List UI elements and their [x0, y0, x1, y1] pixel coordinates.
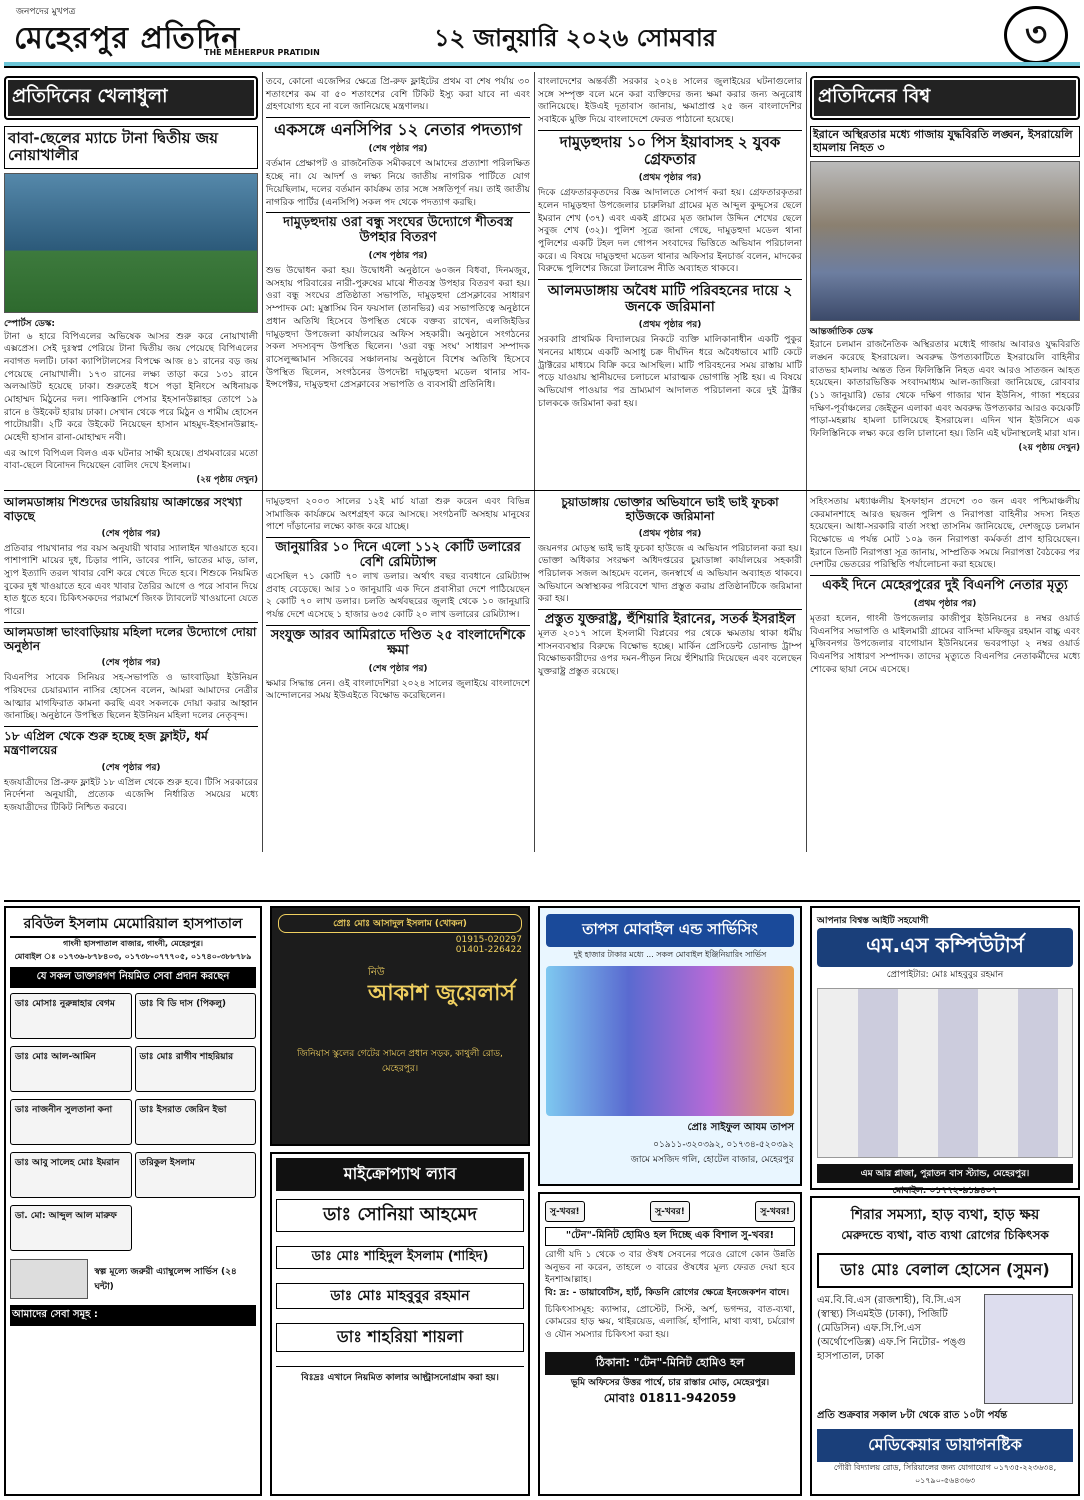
doctor-entry: ডা. মো: আব্দুল আল মারুফ — [10, 1205, 132, 1251]
page-number: ৩ — [1004, 6, 1068, 64]
lab-doctor-3: ডাঃ মোঃ মাহবুবুর রহমান — [276, 1283, 524, 1309]
computer-ad — [810, 906, 1080, 1196]
headline-hajj: ১৮ এপ্রিল থেকে শুরু হচ্ছে হজ ফ্লাইট, ধর্ম মন্ত্রণালয়ের — [4, 729, 208, 757]
computer-phone: মোবাইল: ০১৭৭২-৯১৯৪০৭ — [892, 1186, 998, 1196]
doctor-entry: ডাঃ মোঃ রাগীব শাহরিয়ার — [135, 1046, 257, 1092]
hospital-name: রবিউল ইসলাম মেমোরিয়াল হাসপাতাল — [10, 912, 256, 938]
mobile-shop-name: তাপস মোবাইল এন্ড সার্ভিসিং — [546, 914, 794, 947]
issue-date: ১২ জানুয়ারি ২০২৬ সোমবার — [434, 24, 716, 52]
computer-products-image — [817, 988, 1073, 1158]
jewellers-ad — [270, 906, 530, 1146]
lab-ad — [270, 1152, 530, 1496]
computer-proprietor: প্রোপাইটার: মোঃ মাহবুবুর রহমান — [886, 970, 1004, 980]
mobile-phone: ০১৯১১-৩২০৩৯২, ০১৭৩৪-৫২০৩৯২ — [653, 1140, 794, 1150]
subhead: (শেষ পৃষ্ঠার পর) — [101, 658, 161, 669]
lower-column-1 — [4, 496, 258, 896]
mobile-tagline: দুই হাজার টাকার মধ্যে ... সকল মোবাইল ইঞ্জিনিয়ারিং সার্ভিস — [573, 950, 767, 959]
diagnostic-center-address: গৌরী বিদ্যালয় রোড, সিরিয়ালের জন্য যোগাযোগ ০১৭৩৫-২২৩৬৩৪, ০১৭৯০-৫৬৪৩৬৩ — [833, 1463, 1057, 1485]
newspaper-name: মেহেরপুর প্রতিদিন — [14, 21, 241, 56]
subhead: (শেষ পৃষ্ঠার পর) — [101, 528, 161, 539]
lab-footer: বিঃদ্রঃ এখানে নিয়মিত কালার আল্ট্রাসনোগ্রাম করা হয়। — [276, 1366, 524, 1385]
subhead: (প্রথম পৃষ্ঠার পর) — [638, 320, 702, 331]
hospital-ad — [4, 906, 262, 1496]
lower-column-4 — [810, 496, 1080, 896]
jewellers-name: আকাশ জুয়েলার্স — [368, 981, 515, 1006]
doctor-entry: তরিকুল ইসলাম — [135, 1152, 257, 1198]
column-divider — [806, 72, 807, 852]
homeo-offer: রোগী যদি ১ থেকে ৩ বার ঔষধ সেবনের পরেও রোগে কোন উন্নতি অনুভব না করেন, তাহলে ৩ বারের ঔষধের মূল্য ফেরত দেয়া হবে ইনশাআল্লাহ। — [545, 1249, 795, 1286]
computer-address: এম আর প্লাজা, পুরাতন বাস স্ট্যান্ড, মেহেরপুর। — [817, 1164, 1073, 1183]
article-body: জয়নগর মোড়স্থ ভাই ভাই ফুচকা হাউজে এ অভিযান পরিচালনা করা হয়। ভোক্তা অধিকার সংরক্ষণ অধিদপ্তরের চুয়াডাঙ্গা কার্যালয়ের সহকারী পরিচালক সজল আহমেদ বলেন, জনস্বার্থে এ অভিযান অব্যাহত থাকবে। অভিযানে অস্বাস্থ্যকর পরিবেশে খাদ্য প্রস্তুত করায় প্রতিষ্ঠানটিকে জরিমানা করা হয়। — [538, 542, 802, 605]
homeo-place: ঠিকানা: "টেন"-মিনিট হোমিও হল — [545, 1352, 795, 1375]
doctor-ad-line-1: শিরার সমস্যা, হাড় ব্যথা, হাড় ক্ষয় — [850, 1207, 1040, 1223]
article-body: মৃতরা হলেন, গাংনী উপজেলার কাজীপুর ইউনিয়নের ৪ নম্বর ওয়ার্ড বিএনপির সভাপতি ও মাইলমারী গ্রামের বাসিন্দা মফিজুর রহমান বাচ্চু এবং মুজিবনগর উপজেলার বাগোয়ান ইউনিয়নের ভবরপাড়া ২ নম্বর ওয়ার্ড বিএনপির সাধারণ সম্পাদক। তাদের মৃত্যুতে বিএনপির নেতাকর্মীদের মধ্যে শোকের ছায়া নেমে এসেছে। — [810, 613, 1080, 675]
sukhobor-badge: সু-খবর! — [650, 1201, 690, 1222]
lower-column-2 — [266, 496, 530, 896]
homeo-ad — [538, 1192, 802, 1496]
doctor-degrees: এম.বি.বি.এস (রাজশাহী), বি.সি.এস (স্বাস্থ্য) সিএমইউ (ঢাকা), পিজিটি (মেডিসিন) এফ.সি.পি.এস (অর্থোপেডিক্স) এফ.পি নিটোর- পঙ্গু হাসপাতাল, ঢাকা — [817, 1295, 966, 1362]
newspaper-name-english: THE MEHERPUR PRATIDIN — [204, 48, 320, 57]
subhead: (শেষ পৃষ্ঠার পর) — [368, 251, 428, 262]
headline-diarrhea: আলমডাঙ্গায় শিশুদের ডায়রিয়ায় আক্রান্তের সংখ্যা বাড়ছে — [4, 495, 242, 523]
headline-uae-pardon: সংযুক্ত আরব আমিরাতে দণ্ডিত ২৫ বাংলাদেশিকে ক্ষমা — [270, 627, 526, 658]
headline-fuchka-fine: চুয়াডাঙ্গায় ভোক্তার অভিযানে ভাই ভাই ফুচকা হাউজকে জরিমানা — [561, 495, 779, 523]
lab-doctor-1: ডাঃ সোনিয়া আহমেদ — [276, 1199, 524, 1232]
lab-name: মাইক্রোপ্যাথ ল্যাব — [276, 1158, 524, 1191]
world-byline: আন্তর্জাতিক ডেস্ক — [810, 327, 873, 338]
column-divider — [534, 72, 535, 852]
doctor-photo — [984, 1294, 1073, 1404]
homeo-phone: মোবাঃ 01811-942059 — [603, 1390, 737, 1405]
article-body: দিকে গ্রেফতারকৃতদের বিজ্ঞ আদালতে সোপর্দ করা হয়। গ্রেফতারকৃতরা হলেন দামুড়হুদা উপজেলার চারুলিয়া গ্রামের মৃত আব্দুল কুদ্দুসের ছেলে ইমরান শেখ (৩৭) এবং একই গ্রামের মৃত জামাল উদ্দিন শেখের ছেলে সবুজ শেখ (৩২)। পুলিশ সূত্রে জানা গেছে, দামুড়হুদা মডেল থানা পুলিশের একটি টহল দল গোপন সংবাদের ভিত্তিতে অভিযান পরিচালনা করে। এ বিষয়ে দামুড়হুদা মডেল থানার অফিসার ইনচার্জ বলেন, মাদকের বিরুদ্ধে পুলিশের জিরো টলারেন্স নীতি অব্যাহত থাকবে। — [538, 187, 802, 275]
jewellers-phone-2: 01401-226422 — [455, 945, 522, 955]
doctor-entry: ডাঃ মোসাঃ নুরুন্নাহার বেগম — [10, 993, 132, 1039]
article-body: সরকারি প্রাথমিক বিদ্যালয়ের নিকটে ব্যক্তি মালিকানাধীন একটি পুকুর খননের মাধ্যমে একটি অসাধু চক্র দীর্ঘদিন ধরে অবৈধভাবে মাটি কেটে ট্রাক্টরের মাধ্যমে বিক্রি করে আসছিল। মাটি পরিবহনের সময় রাস্তায় মাটি পড়ে যাওয়ায় স্থানীয়দের চলাচলে মারাত্মক ভোগান্তি সৃষ্টি হয়। এ বিষয়ে অভিযোগ পাওয়ার পর ভ্রাম্যমাণ আদালত পরিচালনা করে দুই ট্রাক্টর চালককে জরিমানা করা হয়। — [538, 334, 802, 409]
computer-tagline: আপনার বিশ্বস্ত আইটি সহযোগী — [817, 916, 929, 926]
uae-continued-text: বাংলাদেশের অন্তর্বর্তী সরকার ২০২৪ সালের জুলাইয়ের ঘটনাগুলোর সঙ্গে সম্পৃক্ত বলে মনে করা ব্যক্তিদের জন্য ক্ষমা করার জন্য অনুরোধ জানিয়েছে। ইউএই দূতাবাস জানায়, ক্ষমাপ্রাপ্ত ২৫ জন বাংলাদেশির সবাইকে মুক্তি দিয়ে বাংলাদেশে ফেরত পাঠানো হয়েছে। — [538, 76, 802, 126]
jewellers-proprietor: প্রোঃ মোঃ আসাদুল ইসলাম (খোকন) — [278, 914, 522, 933]
article-body: বর্তমান প্রেক্ষাপট ও রাজনৈতিক সমীকরণে আমাদের প্রত্যাশা পরিলক্ষিত হচ্ছে না। যে আদর্শ ও লক্ষ্য নিয়ে জাতীয় নাগরিক পার্টিতে যোগ দিয়েছিলাম, দলের বর্তমান কার্যক্রম তার সঙ্গে সঙ্গতিপূর্ণ নয়। তাই জাতীয় নাগরিক পার্টির (এনসিপি) সকল পদ থেকে পদত্যাগ করছি। — [266, 158, 530, 208]
article-body: দামুড়হুদা ২০০৩ সালের ১২ই মার্চ যাত্রা শুরু করেন এবং বিভিন্ন সামাজিক কার্যক্রমে অংশগ্রহণ করে আসছে। সংগঠনটি অসহায় মানুষের পাশে দাঁড়ানোর লক্ষ্যে কাজ করে যাচ্ছে। — [266, 496, 530, 533]
doctor-schedule: প্রতি শুক্রবার সকাল ৮টা থেকে রাত ১০টা পর্যন্ত — [817, 1410, 1008, 1421]
subhead: (শেষ পৃষ্ঠার পর) — [101, 762, 161, 773]
jewellers-phone-1: 01915-020297 — [455, 935, 522, 945]
subhead: (শেষ পৃষ্ঠার পর) — [368, 663, 428, 674]
doctor-entry: ডাঃ বি ডি দাস (পিকলু) — [135, 993, 257, 1039]
headline-winter-clothes: দামুড়হুদায় ওরা বন্ধু সংঘের উদ্যোগে শীতবস্ত্র উপহার বিতরণ — [283, 215, 513, 246]
band-rule — [4, 490, 1080, 491]
article-body: শুভ উদ্বোধন করা হয়। উদ্বোধনী অনুষ্ঠানে ৬০জন বিধবা, দিনমজুর, অসহায় পরিবারের নারী-পুরুষের মাঝে শীতবস্ত্র উপহার বিতরণ করা হয়। ওরা বন্ধু সংঘের প্রতিষ্ঠাতা সভাপতি, দামুড়হুদা প্রেসক্লাবের সাধারণ সম্পাদক মো: মুস্তাসিম বিন ফয়সাল (তানভির) এর সভাপতিত্বে অনুষ্ঠানে প্রধান অতিথি হিসেবে উপস্থিত থেকে বক্তব্য রাখেন, এলজিইডির দামুড়হুদা উপজেলা কার্যালয়ের অফিস সহকারী। অনুষ্ঠানে সংগঠনের সকল সদস্যবৃন্দ উপস্থিত ছিলেন। 'ওরা বন্ধু সংঘ' সাধারণ সম্পাদক রাসেলুজ্জামান সজিবের সঞ্চালনায় অনুষ্ঠানে বিশেষ অতিথি হিসেবে উপস্থিত ছিলেন, সংগঠনের উপদেষ্টা দামুড়হুদা মডেল থানার সাব-ইন্সপেক্টর, দামুড়হুদা প্রেসক্লাবের সভাপতি ও ব্যবসায়ী প্রতিনিধি। — [266, 265, 530, 391]
article-body: ক্ষমার সিদ্ধান্ত নেন। ওই বাংলাদেশিরা ২০২৪ সালের জুলাইয়ে বাংলাদেশে আন্দোলনের সময় ইউএইতে বিক্ষোভ করেছিলেন। — [266, 677, 530, 702]
subhead: (প্রথম পৃষ্ঠার পর) — [913, 599, 977, 610]
ambulance-image — [10, 1259, 88, 1299]
doctor-list — [10, 991, 256, 1253]
article-body: হজযাত্রীদের প্রি-রুফ ফ্লাইট ১৮ এপ্রিল থেকে শুরু হবে। টিসি সরকারের নির্দেশনা অনুযায়ী, প্রত্যেক এজেন্সি নির্ধারিত সময়ের মধ্যে হজযাত্রীদের টিকিট নিশ্চিত করবে। — [4, 776, 258, 814]
sports-body: টানা ৬ হারে বিপিএলের অভিষেক আসর শুরু করে নোয়াখালী এক্সপ্রেস। সেই দুঃস্বপ্ন পেরিয়ে টানা দ্বিতীয় জয় পেয়েছে বিপিএলের নবাগত দলটি। ঢাকা ক্যাপিটালসের বিপক্ষে আজ ৪১ রানের বড় জয় পেয়েছে নোয়াখালী। ১৭৩ রানের লক্ষ্য তাড়া করে ১৩১ রানে অলআউট হয়েছে ঢাকা। শুরুতেই ধসে পড়া ইনিংসে অধিনায়ক মোহাম্মদ মিঠুনের দল। পাকিস্তানি পেসার ইহসানউল্লাহর তোপে ১৯ রানে ৪ উইকেট হারায় ঢাকা। সেখান থেকে পরে মিঠুন ও শামীম হোসেন পাটোয়ারী। ২টি করে উইকেট নিয়েছেন হাসান মাহমুদ-ইহসানউল্লাহ-মেহেদী হাসান রানা-মোহাম্মদ নবী। — [4, 330, 258, 443]
section-banner-sports: প্রতিদিনের খেলাধুলা — [4, 76, 258, 120]
continued-note: (২য় পৃষ্ঠায় দেখুন) — [1018, 442, 1080, 453]
continued-note: (২য় পৃষ্ঠায় দেখুন) — [196, 475, 258, 486]
ambulance-service: স্বল্প মূল্যে জরুরী এ্যাম্বুলেন্স সার্ভিস (২৪ ঘন্টা) — [94, 1267, 237, 1292]
lab-doctor-2: ডাঃ মোঃ শাহিদুল ইসলাম (শাহিদ) — [276, 1246, 524, 1269]
headline-ncp-resign: একসঙ্গে এনসিপির ১২ নেতার পদত্যাগ — [274, 120, 522, 140]
gaza-photo — [810, 161, 1080, 321]
article-body: বিএনপির সাবেক সিনিয়র সহ-সভাপতি ও ভাংবাড়িয়া ইউনিয়ন পরিষদের চেয়ারম্যান নাসির হোসেন বলেন, আমরা আমাদের নেত্রীর আত্মার মাগফিরাত কামনা করছি এবং সকলকে দোয়া করার আহ্বান জানাচ্ছি। অনুষ্ঠানে উপস্থিত ছিলেন ইউনিয়ন মহিলা দলের নেতৃবৃন্দ। — [4, 672, 258, 722]
headline-doa: আলমডাঙ্গা ভাংবাড়িয়ায় মহিলা দলের উদ্যোগে দোয়া অনুষ্ঠান — [4, 624, 257, 653]
article-body: মূলত ২০১৭ সালে ইসলামী বিপ্লবের পর থেকে ক্ষমতায় থাকা ধর্মীয় শাসনব্যবস্থার বিরুদ্ধে বিক্ষোভ হচ্ছে। মার্কিন প্রেসিডেন্ট ডোনাল্ড ট্রাম্প বিক্ষোভকারীদের ওপর দমন-পীড়ন নিয়ে হুঁশিয়ারি দিয়েছেন এবং বলেছেন যুক্তরাষ্ট্র প্রস্তুত রয়েছে। — [538, 627, 802, 678]
article-body: এসেছিল ৭১ কোটি ৭০ লাখ ডলার। অর্থাৎ বছর ব্যবধানে রেমিট্যান্স প্রবাহ বেড়েছে। আর ১০ জানুয়ারি এক দিনে প্রবাসীরা দেশে পাঠিয়েছেন ২ কোটি ৭০ লাখ ডলার। চলতি অর্থবছরের জুলাই থেকে ১০ জানুয়ারি পর্যন্ত দেশে এসেছে ১ হাজার ৬৩৫ কোটি ২০ লাখ ডলারের রেমিট্যান্স। — [266, 570, 530, 620]
jewellers-address: জিনিয়াস স্কুলের গেটের সামনে প্রধান সড়ক, কাথুলী রোড, মেহেরপুর। — [297, 1049, 503, 1075]
subhead: (প্রথম পৃষ্ঠার পর) — [638, 173, 702, 184]
headline-soil-fine: আলমডাঙ্গায় অবৈধ মাটি পরিবহনের দায়ে ২ জনকে জরিমানা — [547, 283, 793, 316]
computer-shop-name: এম.এস কম্পিউটার্স — [817, 928, 1073, 967]
section-banner-world: প্রতিদিনের বিশ্ব — [810, 76, 1080, 120]
masthead — [4, 2, 1080, 68]
hajj-continued-text: তবে, কোনো এজেন্সির ক্ষেত্রে প্রি-রুফ ফ্লাইটের প্রথম বা শেষ পর্যায় ৩০ শতাংশের কম বা ৫০ শতাংশের বেশি টিকিট ইস্যু করা যাবে না এবং গ্রহণযোগ্য হবে না বলে জানিয়েছে মন্ত্রণালয়। — [266, 76, 530, 113]
homeo-treatments: চিকিৎসাসমূহ: ক্যান্সার, প্রোস্টেট, সিস্ট, অর্শ, ভগন্দর, বাত-ব্যথা, কোমরের হাড় ক্ষয়, থাইরয়েড, এলার্জি, হাঁপানি, মাথা ব্যথা, চর্মরোগ ও যৌন সমস্যার চিকিৎসা করা হয়। — [545, 1303, 795, 1341]
doctor-entry: ডাঃ আবু সালেহ মোঃ ইমরান — [10, 1152, 132, 1198]
sports-body-2: এর আগে বিপিএল বিলও এক ঘটনার সাক্ষী হয়েছে। প্রথমবারের মতো বাবা-ছেলে বিনোদন দিয়েছেন বোলিং দেখে ইসলাম। — [4, 447, 258, 472]
mobile-ad — [538, 906, 802, 1186]
hospital-doctor-tag: যে সকল ডাক্তারগণ নিয়মিত সেবা প্রদান করছেন — [10, 967, 256, 988]
jewellers-new-label: নিউ — [368, 967, 385, 978]
mobile-address: জামে মসজিদ গলি, হোটেল বাজার, মেহেরপুর — [630, 1155, 794, 1165]
world-section — [810, 76, 1080, 486]
world-headline: ইরানে অস্থিরতার মধ্যে গাজায় যুদ্ধবিরতি লঙ্ঘন, ইসরায়েলি হামলায় নিহত ৩ — [810, 126, 1080, 157]
headline-us-iran: প্রস্তুত যুক্তরাষ্ট্র, হুঁশিয়ারি ইরানের, সতর্ক ইসরাইল — [544, 612, 796, 628]
world-body: ইরানে চলমান রাজনৈতিক অস্থিরতার মধ্যেই গাজায় আবারও যুদ্ধবিরতি লঙ্ঘন করেছে ইসরায়েল। অবরুদ্ধ উপত্যকাটিতে ইসরায়েলি বাহিনীর রাতভর হামলায় অন্তত তিন ফিলিস্তিনি নিহত এবং আরও সাতজন আহত হয়েছেন। কাতারভিত্তিক সংবাদমাধ্যম আল-জাজিরা জানিয়েছে, রোববার (১১ জানুয়ারি) ভোর থেকে দক্ষিণ গাজার খান ইউনিস, গাজা শহরের দক্ষিণ-পূর্বাঞ্চলের জেইতুন এলাকা এবং অবরুদ্ধ উপত্যকার আরও কয়েকটি পাড়া-মহল্লায় হামলা চালিয়েছে ইসরায়েল। এদিন খান ইউনিসে এক ফিলিস্তিনিকে লক্ষ্য করে গুলি চালানো হয়। তিনি এই ঘটনাস্থলেই মারা যান। — [810, 339, 1080, 440]
doctor-entry: ডাঃ নাজনীন সুলতানা কনা — [10, 1099, 132, 1145]
masthead-rule — [4, 62, 1080, 66]
hospital-address: গাংনী হাসপাতাল বাজার, গাংনী, মেহেরপুর। — [62, 939, 204, 948]
doctor-name: ডাঃ মোঃ বেলাল হোসেন (সুমন) — [817, 1253, 1073, 1288]
ads-rule — [4, 900, 1080, 902]
doctor-entry: ডাঃ মোঃ আল-আমিন — [10, 1046, 132, 1092]
doctor-ad-line-2: মেরুদন্ডে ব্যথা, বাত ব্যথা রোগের চিকিৎসক — [841, 1228, 1049, 1242]
masthead-tagline: জনপদের মুখপত্র — [16, 7, 76, 17]
sports-headline: বাবা-ছেলের ম্যাচে টানা দ্বিতীয় জয় নোয়াখালীর — [4, 126, 258, 169]
homeo-title: "টেন"-মিনিট হোমিও হল দিচ্ছে এক বিশাল সু-খবর! — [545, 1227, 795, 1246]
hospital-phone: মোবাইল ঃ ০১৭৩৬-৮৭৮৪০৩, ০১৭৩৮-০৭৭৭০৫, ০১৭৪০-৩৮৮৭৮৯ — [14, 952, 252, 961]
subhead: (শেষ পৃষ্ঠার পর) — [368, 144, 428, 155]
headline-remittance: জানুয়ারির ১০ দিনে এলো ১১২ কোটি ডলারের বেশি রেমিট্যান্স — [275, 540, 521, 570]
article-body: প্রতিবার পায়খানার পর বয়স অনুযায়ী খাবার স্যালাইন খাওয়াতে হবে। পাশাপাশি মায়ের দুধ, চিড়ার পানি, ডাবের পানি, ভাতের মাড়, ডাল, স্যুপ ইত্যাদি তরল খাবার বেশি করে খেতে দিতে হবে। শিশুকে নিয়মিত বুকের দুধ খাওয়াতে হবে এবং খাবার তৈরির আগে ও পরে সাবান দিয়ে হাত ধুতে হবে। চিকিৎসকদের পরামর্শে জিংক ট্যাবলেট খাওয়ানো যেতে পারে। — [4, 542, 258, 618]
diagnostic-center-name: মেডিকেয়ার ডায়াগনষ্টিক — [817, 1429, 1073, 1462]
sukhobor-badge: সু-খবর! — [545, 1201, 585, 1222]
lab-doctor-4: ডাঃ শাহরিয়া শায়লা — [276, 1323, 524, 1352]
lower-column-3 — [538, 496, 802, 896]
phones-image — [546, 966, 794, 1116]
homeo-note: বি: দ্র: - ডায়াবেটিস, হার্ট, কিডনি রোগের ক্ষেত্রে ইনজেকশন বাদে। — [545, 1287, 790, 1299]
article-body: সহিংসতায় মধ্যাঞ্চলীয় ইসফাহান প্রদেশে ৩০ জন এবং পশ্চিমাঞ্চলীয় কেরমানশাহে আরও ছয়জন পুলিশ ও নিরাপত্তা বাহিনীর সদস্য নিহত হয়েছেন। আধা-সরকারি বার্তা সংস্থা তাসনিম জানিয়েছে, দেশজুড়ে চলমান বিক্ষোভে এ পর্যন্ত মোট ১০৯ জন নিরাপত্তা কর্মকর্তা প্রাণ হারিয়েছেন। ইরানে তিনটি নিরাপত্তা সূত্র জানায়, সাম্প্রতিক সময়ে নিরাপত্তা বৈঠকের পর দেশটির ভেতরের পরিস্থিতি পর্যালোচনা করা হয়েছে। — [810, 496, 1080, 571]
mobile-proprietor: প্রোঃ সাইফুল আযম তাপস — [687, 1122, 794, 1133]
sports-byline: স্পোর্টস ডেস্ক: — [4, 318, 55, 329]
headline-yaba-arrest: দামুড়হুদায় ১০ পিস ইয়াবাসহ ২ যুবক গ্রেফতার — [559, 132, 781, 168]
cricket-photo — [4, 173, 258, 313]
sukhobor-badge: সু-খবর! — [755, 1201, 795, 1222]
column-divider — [262, 72, 263, 852]
doctor-entry: ডাঃ ইসরাত জেরিন ইভা — [135, 1099, 257, 1145]
orthopedic-doctor-ad — [810, 1196, 1080, 1496]
headline-bnp-deaths: একই দিনে মেহেরপুরের দুই বিএনপি নেতার মৃত্যু — [822, 578, 1068, 594]
subhead: (প্রথম পৃষ্ঠার পর) — [638, 528, 702, 539]
services-heading: আমাদের সেবা সমূহ : — [10, 1305, 256, 1326]
homeo-address: ভূমি অফিসের উত্তর পার্শ্বে, চার রাস্তার মোড়, মেহেরপুর। — [570, 1377, 770, 1388]
column-3 — [538, 76, 802, 486]
column-2 — [266, 76, 530, 486]
